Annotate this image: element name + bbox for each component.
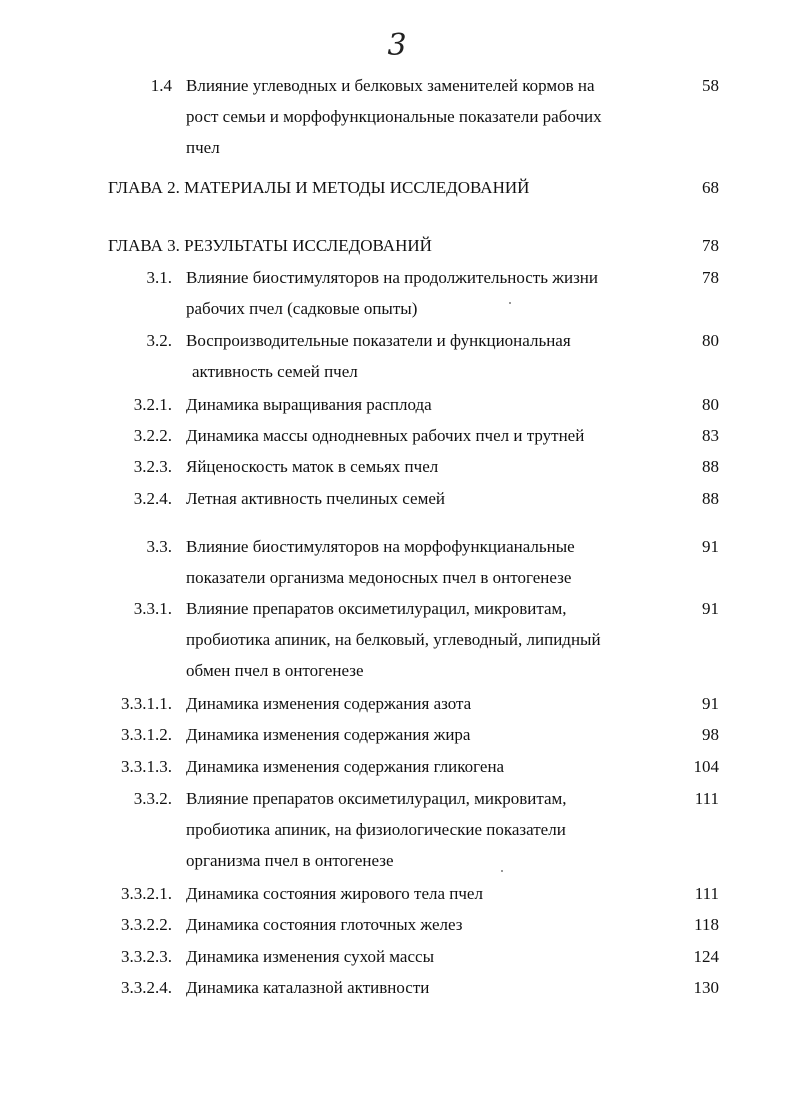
section-title: Влияние биостимуляторов на морфофункцианальные показатели организма медоносных пчел в онтогенезе — [186, 537, 575, 587]
page-ref: 58 — [702, 76, 719, 95]
section-number: 3.3.2. — [133, 789, 172, 808]
section-title: Влияние углеводных и белковых заменителей кормов на рост семьи и морфофункциональные показатели рабочих пчел — [186, 76, 602, 157]
page-ref: 98 — [702, 725, 719, 744]
section-number: 3.3. — [146, 537, 172, 556]
section-number: 3.2.3. — [133, 457, 172, 476]
page-ref: 124 — [693, 947, 719, 966]
page-ref: 78 — [702, 268, 719, 287]
section-title: Летная активность пчелиных семей — [186, 489, 445, 508]
section-number: 3.3.2.2. — [121, 915, 172, 934]
section-number: 3.1. — [146, 268, 172, 287]
section-title: Динамика состояния глоточных желез — [186, 915, 463, 934]
page-ref: 78 — [702, 236, 719, 255]
section-title: Динамика изменения сухой массы — [186, 947, 434, 966]
section-title: Динамика каталазной активности — [186, 978, 430, 997]
section-title: Динамика изменения содержания гликогена — [186, 757, 505, 776]
page-number: 3 — [387, 28, 407, 63]
section-number: 3.2.2. — [133, 426, 172, 445]
section-title: Динамика изменения содержания жира — [186, 725, 471, 744]
page-ref: 83 — [702, 426, 719, 445]
section-number: 3.3.2.4. — [121, 978, 172, 997]
section-number: 3.2.4. — [133, 489, 172, 508]
section-title: Влияние препаратов оксиметилурацил, микровитам, пробиотика апиник, на белковый, углеводный, липидный обмен пчел в онтогенезе — [186, 599, 601, 680]
page-ref: 68 — [702, 178, 719, 197]
section-number: 3.3.2.3. — [121, 947, 172, 966]
section-number: 1.4 — [150, 76, 172, 95]
section-number: 3.2.1. — [133, 395, 172, 414]
page-ref: 88 — [702, 457, 719, 476]
page-ref: 80 — [702, 331, 719, 350]
chapter-title: ГЛАВА 3. РЕЗУЛЬТАТЫ ИССЛЕДОВАНИЙ — [108, 236, 432, 255]
page-ref: 88 — [702, 489, 719, 508]
section-title: Динамика массы однодневных рабочих пчел и трутней — [186, 426, 585, 445]
section-title: Воспроизводительные показатели и функциональная активность семей пчел — [186, 331, 571, 381]
page-ref: 80 — [702, 395, 719, 414]
page-ref: 130 — [693, 978, 719, 997]
section-title: Влияние биостимуляторов на продолжительность жизни рабочих пчел (садковые опыты) — [186, 268, 598, 318]
page-ref: 111 — [694, 789, 719, 808]
page-ref: 118 — [694, 915, 719, 934]
scan-speck — [501, 870, 503, 872]
page-ref: 91 — [702, 599, 719, 618]
scan-speck — [509, 302, 511, 304]
section-title: Динамика изменения содержания азота — [186, 694, 472, 713]
page-ref: 91 — [702, 537, 719, 556]
page-ref: 111 — [694, 884, 719, 903]
section-number: 3.3.1.1. — [121, 694, 172, 713]
section-title: Динамика состояния жирового тела пчел — [186, 884, 483, 903]
section-number: 3.3.2.1. — [121, 884, 172, 903]
section-number: 3.3.1. — [133, 599, 172, 618]
page-ref: 104 — [693, 757, 719, 776]
section-number: 3.3.1.2. — [121, 725, 172, 744]
section-number: 3.2. — [146, 331, 172, 350]
page-ref: 91 — [702, 694, 719, 713]
chapter-title: ГЛАВА 2. МАТЕРИАЛЫ И МЕТОДЫ ИССЛЕДОВАНИЙ — [108, 178, 530, 197]
section-title: Динамика выращивания расплода — [186, 395, 432, 414]
section-number: 3.3.1.3. — [121, 757, 172, 776]
section-title: Влияние препаратов оксиметилурацил, микровитам, пробиотика апиник, на физиологические показатели организма пчел в онтогенезе — [186, 789, 567, 870]
section-title: Яйценоскость маток в семьях пчел — [186, 457, 439, 476]
